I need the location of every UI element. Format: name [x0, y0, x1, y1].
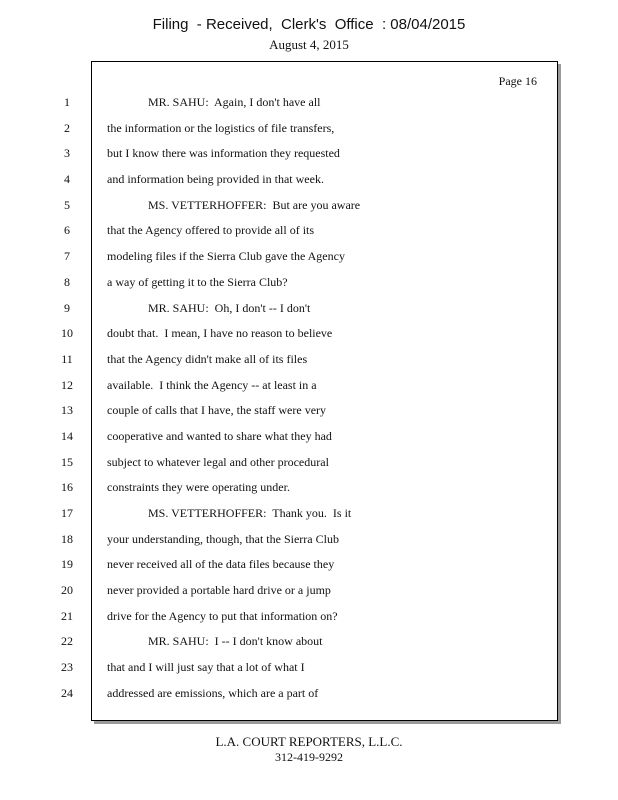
transcript-line: never received all of the data files because they — [107, 557, 335, 572]
line-number: 15 — [61, 454, 73, 469]
line-number: 20 — [61, 583, 73, 598]
line-number: 13 — [61, 403, 73, 418]
line-number: 17 — [61, 506, 73, 520]
transcript-line: cooperative and wanted to share what they had — [107, 428, 332, 443]
transcript-line: your understanding, though, that the Sierra Club — [107, 531, 339, 546]
transcript-line: doubt that. I mean, I have no reason to believe — [107, 326, 333, 341]
transcript-line: MR. SAHU: Again, I don't have all — [148, 95, 321, 109]
transcript-line: drive for the Agency to put that information on? — [107, 608, 338, 623]
transcript-line: constraints they were operating under. — [107, 480, 290, 495]
line-number: 8 — [64, 274, 70, 289]
transcript-line: addressed are emissions, which are a part of — [107, 685, 319, 700]
transcript-line: the information or the logistics of file transfers, — [107, 120, 335, 135]
line-number: 16 — [61, 480, 73, 495]
line-number: 3 — [64, 146, 70, 161]
transcript-line: never provided a portable hard drive or a jump — [107, 583, 331, 598]
line-number: 5 — [64, 197, 70, 212]
footer-phone: 312-419-9292 — [275, 750, 343, 764]
line-number: 11 — [61, 351, 73, 366]
transcript-line: a way of getting it to the Sierra Club? — [107, 274, 288, 289]
transcript-line: modeling files if the Sierra Club gave the Agency — [107, 249, 345, 264]
line-number: 21 — [61, 608, 73, 623]
transcript-line: that the Agency didn't make all of its files — [107, 351, 308, 366]
footer-company: L.A. COURT REPORTERS, L.L.C. — [215, 734, 403, 749]
line-number: 14 — [61, 428, 73, 443]
line-number: 1 — [64, 95, 70, 109]
transcript-line: MR. SAHU: Oh, I don't -- I don't — [148, 300, 311, 315]
transcript-line: MR. SAHU: I -- I don't know about — [148, 634, 323, 649]
header-date: August 4, 2015 — [269, 37, 349, 52]
transcript-line: couple of calls that I have, the staff were very — [107, 403, 327, 418]
line-number-column — [52, 93, 82, 710]
line-number: 18 — [61, 531, 73, 546]
page-number: Page 16 — [498, 74, 537, 88]
transcript-line: subject to whatever legal and other procedural — [107, 454, 329, 469]
line-number: 10 — [61, 326, 73, 341]
line-number: 22 — [61, 634, 73, 649]
line-number: 24 — [61, 685, 73, 700]
line-number: 12 — [61, 377, 73, 392]
transcript-line: MS. VETTERHOFFER: Thank you. Is it — [148, 506, 352, 520]
line-number: 19 — [61, 557, 73, 572]
transcript-line: and information being provided in that week. — [107, 172, 324, 187]
transcript-line: that the Agency offered to provide all of its — [107, 223, 315, 238]
line-number: 7 — [64, 249, 70, 264]
line-number: 4 — [64, 172, 70, 187]
transcript-text — [107, 93, 537, 710]
line-number: 9 — [64, 300, 70, 315]
line-number: 2 — [64, 120, 70, 135]
transcript-line: but I know there was information they requested — [107, 146, 340, 161]
transcript-line: that and I will just say that a lot of what I — [107, 660, 305, 675]
transcript-line: MS. VETTERHOFFER: But are you aware — [148, 197, 361, 212]
filing-stamp: Filing - Received, Clerk's Office : 08/04/2015 — [152, 16, 466, 33]
transcript-line: available. I think the Agency -- at least in a — [107, 377, 317, 392]
line-number: 23 — [61, 660, 73, 675]
line-number: 6 — [64, 223, 70, 238]
